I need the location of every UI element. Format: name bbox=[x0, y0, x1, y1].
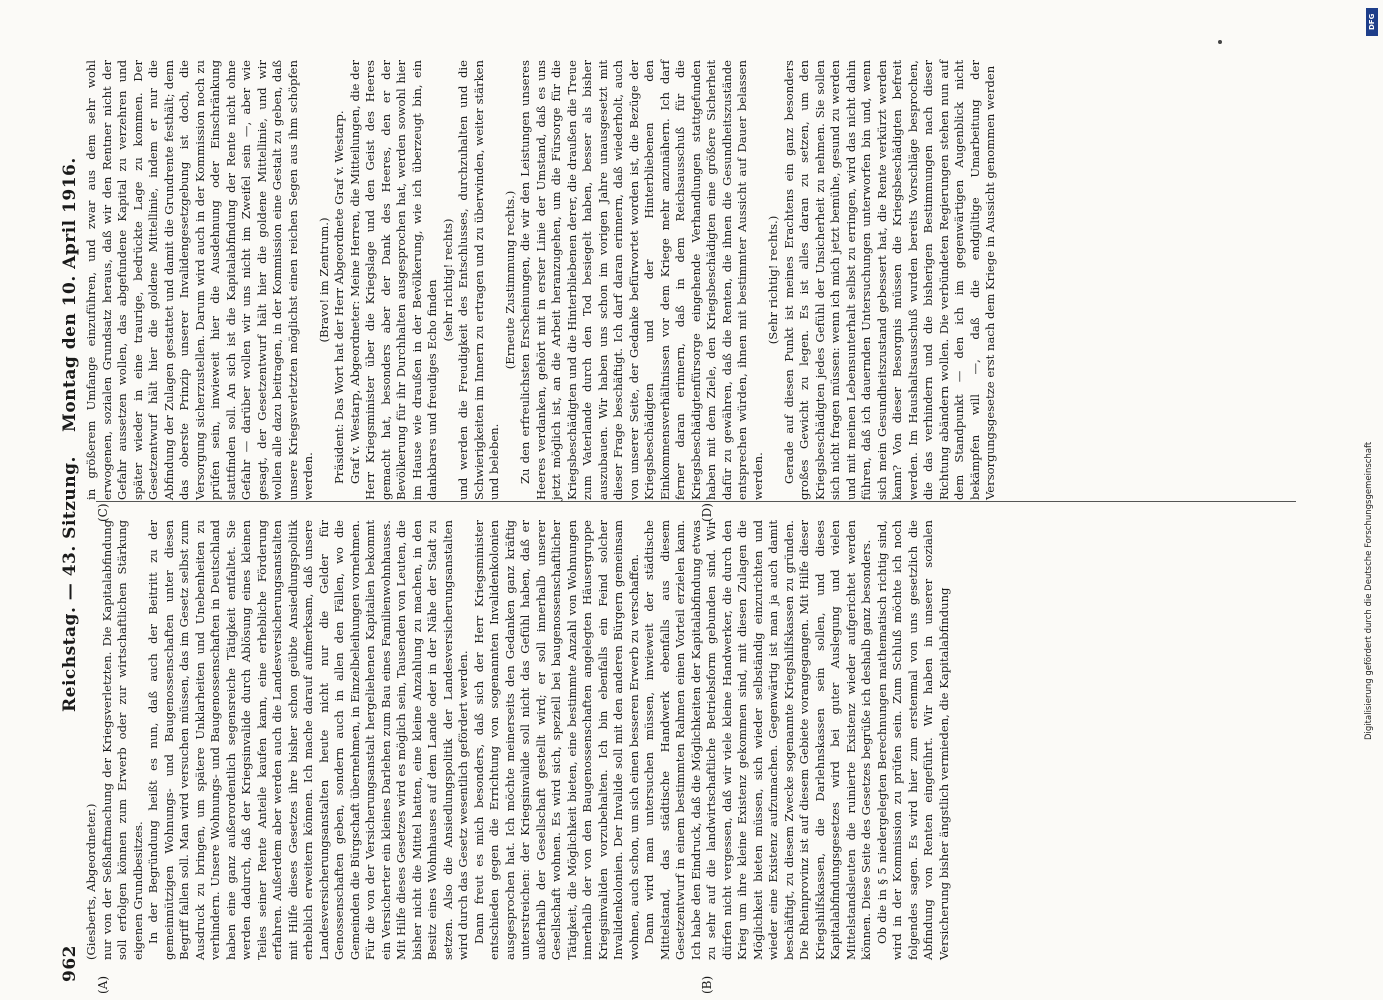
interjection: (Erneute Zustimmung rechts.) bbox=[502, 190, 517, 370]
paragraph: Ob die in § 5 niedergelegten Berechnungen mathematisch richtig sind, wird in der Kommission zu prüfen sein. Zum Schluß möchte ich noch folgendes sagen. Es wird hier zum erstenmal von uns gesetzlich die Abfindung von Renten eingeführt. Wir haben in unserer sozialen Versicherung bisher ängstlich vermieden, die Kapitalabfindung bbox=[874, 520, 951, 960]
interjection: (Sehr richtig! rechts.) bbox=[766, 215, 780, 345]
left-column bbox=[84, 520, 1304, 960]
date-title: Montag den 10. April 1916. bbox=[60, 157, 80, 432]
page-header bbox=[56, 0, 86, 992]
dfg-badge: DFG bbox=[1366, 8, 1378, 36]
paragraph: Dann freut es mich besonders, daß sich der Herr Kriegsminister entschieden gegen die Errichtung von sogenannten Invalidenkolonien ausgesprochen hat. Ich möchte meinerseits den Gedanken ganz kräftig unterstreichen: der Kriegsinvalide soll nicht das Gefühl haben, daß er außerhalb der Gesellschaft gestellt wird; er soll innerhalb unserer Gesellschaft wohnen. Es wird sich, speziell bei baugenossenschaftlicher Tätigkeit, die Möglichkeit bieten, eine bestimmte Anzahl von Wohnungen innerhalb der von den Baugenossenschaften angelegten Häusergruppe Kriegsinvaliden vorzubehalten. Ich bin ebenfalls ein Feind solcher Invalidenkolonien. Der Invalide soll mit den anderen Bürgern gemeinsam wohnen, auch schon, um sich einen besseren Erwerb zu verschaffen. bbox=[471, 520, 641, 960]
paragraph: Graf v. Westarp, Abgeordneter: Meine Herren, die Mitteilungen, die der Herr Kriegsminister über die Kriegslage und den Geist des Heeres gemacht hat, besonders aber der Dank des Heeres, den er der Bevölkerung für ihr Durchhalten ausgesprochen hat, werden sowohl hier im Hause wie draußen in der Bevölkerung, wie ich überzeugt bin, ein dankbares und freudiges Echo finden bbox=[347, 60, 439, 500]
paragraph: Dann wird man untersuchen müssen, inwieweit der städtische Mittelstand, das städtische Handwerk ebenfalls aus diesem Gesetzentwurf in einem bestimmten Rahmen einen Vorteil erzielen kann. Ich habe den Eindruck, daß die Möglichkeiten der Kapitalabfindung etwas zu sehr auf die landwirtschaftliche Betriebsform gebunden sind. Wir dürfen nicht vergessen, daß wir viele kleine Handwerker, die durch den Krieg um ihre kleine Existenz gekommen sind, mit diesen Zulagen die Möglichkeit bieten müssen, sich wieder selbständig einzurichten und wieder eine Existenz aufzumachen. Gegenwärtig ist man ja auch damit beschäftigt, zu diesem Zwecke sogenannte Kriegshilfskassen zu gründen. Die Rheinprovinz ist auf diesem Gebiete vorangegangen. Mit Hilfe dieser Kriegshilfskassen, die Darlehnskassen sein sollen, und dieses Kapitalabfindungsgesetzes wird bei guter Auslegung und vielen Mittelstandsleuten die ruinierte Existenz wieder aufgerichtet werden können. Diese Seite des Gesetzes begrüße ich deshalb ganz besonders. bbox=[642, 520, 873, 960]
paragraph: Präsident: Das Wort hat der Herr Abgeordnete Graf v. Westarp. bbox=[332, 110, 346, 484]
page-number: 962 bbox=[60, 945, 80, 982]
paragraph: In der Begründung heißt es nun, daß auch der Beitritt zu der gemeinnützigen Wohnungs- und Baugenossenschaften unter diesen Begriff fallen soll. Man wird versuchen müssen, das im Gesetz selbst zum Ausdruck zu bringen, um spätere Unklarheiten und Unebenheiten zu verhindern. Unsere Wohnungs- und Baugenossenschaften in Deutschland haben eine ganz außerordentlich segensreiche Tätigkeit entfaltet. Sie werden dadurch, daß der Kriegsinvalide durch Ablösung eines kleinen Teiles seiner Rente Anteile kaufen kann, eine erhebliche Förderung erfahren. Außerdem aber werden auch die Landesversicherungsanstalten mit Hilfe dieses Gesetzes ihre bisher schon geübte Ansiedlungspolitik erheblich erweitern können. Ich mache darauf aufmerksam, daß unsere Landesversicherungsanstalten heute nicht nur die Gelder für Genossenschaften geben, sondern auch in allen den Fällen, wo die Gemeinden die Bürgschaft übernehmen, in Einzelbeleihungen vornehmen. Für die von der Versicherungsanstalt hergeliehenen Kapitalien bekommt ein Versicherter ein kleines Darlehen zum Bau eines Familienwohnhauses. Mit Hilfe dieses Gesetzes wird es möglich sein, Tausenden von Leuten, die bisher nicht die Mittel hatten, eine kleine Anzahlung zu machen, in den Besitz eines Wohnhauses auf dem Lande oder in der Nähe der Stadt zu setzen. Also die Ansiedlungspolitik der Landesversicherungsanstalten wird durch das Gesetz wesentlich gefördert werden. bbox=[146, 520, 470, 960]
margin-mark-a: (A) bbox=[96, 975, 110, 994]
paragraph: in größerem Umfange einzuführen, und zwar aus dem sehr wohl erwogenen, sozialen Grundsatz heraus, daß wir den Rentner nicht der Gefahr aussetzen wollen, das abgefundene Kapital zu verzehren und später wieder in eine traurige, bedrückte Lage zu kommen. Der Gesetzentwurf hält hier die goldene Mittellinie, indem er nur die Abfindung der Zulagen gestattet und damit die Grundrente festhält; denn das oberste Prinzip unserer Invalidengesetzgebung ist doch, die Versorgung sicherzustellen. Darum wird auch in der Kommission noch zu prüfen sein, inwieweit hier die Ausdehnung oder Einschränkung stattfinden soll. An sich ist die Kapitalabfindung der Rente nicht ohne Gefahr — darüber wollen wir uns nicht im Zweifel sein —, aber wie gesagt, der Gesetzentwurf hält hier die goldene Mittellinie, und wir wollen alle dazu beitragen, in der Kommission eine Gestalt zu geben, daß unsere Kriegsverletzten möglichst einen reichen Segen aus ihm schöpfen werden. bbox=[84, 60, 315, 500]
paragraph: (Giesberts, Abgeordneter.) bbox=[84, 803, 98, 960]
margin-mark-b: (B) bbox=[700, 975, 714, 994]
interjection: (sehr richtig! rechts) bbox=[440, 218, 455, 342]
interjection: (Bravo! im Zentrum.) bbox=[316, 217, 331, 343]
right-column bbox=[84, 60, 1304, 500]
margin-mark-c: (C) bbox=[96, 503, 110, 522]
session-title: Reichstag. — 43. Sitzung. bbox=[60, 456, 80, 712]
digitization-credit: Digitalisierung gefördert durch die Deutsche Forschungsgemeinschaft bbox=[1364, 441, 1374, 740]
paragraph: nur von der Seßhaftmachung der Kriegsverletzten. Die Kapitalabfindung soll erfolgen können zum Erwerb oder zur wirtschaftlichen Stärkung eigenen Grundbesitzes. bbox=[99, 520, 145, 960]
paragraph: Zu den erfreulichsten Erscheinungen, die wir den Leistungen unseres Heeres verdanken, gehört mit in erster Linie der Umstand, daß es uns jetzt möglich ist, an die Arbeit heranzugehen, um die Fürsorge für die Kriegsbeschädigten und die Hinterbliebenen derer, die draußen die Treue zum Vaterlande durch den Tod besiegelt haben, besser als bisher auszubauen. Wir haben uns schon im vorigen Jahre unausgesetzt mit dieser Frage beschäftigt. Ich darf daran erinnern, daß wiederholt, auch von unserer Seite, der Gedanke befürwortet worden ist, die Bezüge der Kriegsbeschädigten und der Hinterbliebenen den Einkommensverhältnissen vor dem Kriege mehr anzunähern. Ich darf ferner daran erinnern, daß in dem Reichsausschuß für die Kriegsbeschädigtenfürsorge eingehende Verhandlungen stattgefunden haben mit dem Ziele, den Kriegsbeschädigten eine größere Sicherheit dafür zu gewähren, daß die Renten, die ihnen die Gesundheitszustände entsprechen würden, ihnen mit bestimmter Aussicht auf Dauer belassen werden. bbox=[518, 60, 765, 500]
column-divider bbox=[96, 501, 1296, 502]
paragraph: und werden die Freudigkeit des Entschlusses, durchzuhalten und die Schwierigkeiten im Innern zu ertragen und zu überwinden, weiter stärken und beleben. bbox=[456, 60, 501, 500]
margin-mark-d: (D) bbox=[700, 503, 714, 522]
scan-mark bbox=[1218, 40, 1222, 44]
paragraph: Gerade auf diesen Punkt ist meines Erachtens ein ganz besonders großes Gewicht zu legen. Es ist alles daran zu setzen, um den Kriegsbeschädigten jedes Gefühl der Unsicherheit zu nehmen. Sie sollen sich nicht fragen müssen: wenn ich mich jetzt bemühe, gesund zu werden und mit meinen Lebensunterhalt selbst zu erringen, wird das nicht dahin führen, daß ich dauernden Untersuchungen unterworfen bin und, wenn sich mein Gesundheitszustand gebessert hat, die Rente verkürzt werden kann? Von dieser Besorgnis müssen die Kriegsbeschädigten befreit werden. Im Haushaltsausschuß wurden bereits Vorschläge besprochen, die das verhindern und die bisherigen Bestimmungen nach dieser Richtung abändern wollen. Die verbündeten Regierungen stehen nun auf dem Standpunkt — den ich im gegenwärtigen Augenblick nicht bekämpfen will —, daß die endgültige Umarbeitung der Versorgungsgesetze erst nach dem Kriege in Aussicht genommen werden bbox=[781, 60, 997, 500]
